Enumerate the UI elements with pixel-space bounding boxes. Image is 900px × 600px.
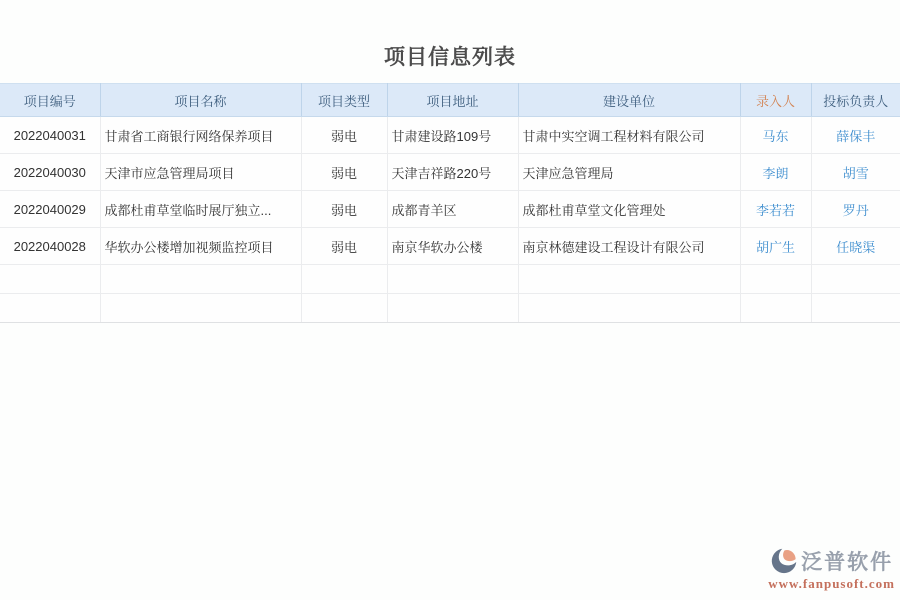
cell-type: 弱电 xyxy=(301,154,387,191)
cell-address: 天津吉祥路220号 xyxy=(387,154,518,191)
table-row xyxy=(0,154,900,191)
recorder-link[interactable]: 胡广生 xyxy=(755,239,795,255)
header-cell-name: 项目名称 xyxy=(100,84,301,117)
bidder-link[interactable]: 薛保丰 xyxy=(836,128,876,144)
page-title: 项目信息列表 xyxy=(384,46,516,69)
table-row xyxy=(0,117,900,154)
cell-recorder xyxy=(740,117,811,154)
cell-name: 甘肃省工商银行网络保养项目 xyxy=(100,117,301,154)
header-cell-bidder: 投标负责人 xyxy=(811,84,900,117)
header-cell-type: 项目类型 xyxy=(301,84,387,117)
watermark[interactable] xyxy=(768,546,895,592)
cell-address: 甘肃建设路109号 xyxy=(387,117,518,154)
header-cell-code: 项目编号 xyxy=(0,84,100,117)
brand-name: 泛普软件 xyxy=(801,551,894,574)
recorder-link[interactable]: 马东 xyxy=(762,128,789,144)
cell-code: 2022040030 xyxy=(0,154,100,191)
cell-name: 成都杜甫草堂临时展厅独立... xyxy=(100,191,301,228)
projects-table xyxy=(0,83,900,323)
cell-builder: 南京林德建设工程设计有限公司 xyxy=(518,228,740,265)
cell-name: 天津市应急管理局项目 xyxy=(100,154,301,191)
cell-bidder xyxy=(811,154,900,191)
cell-bidder xyxy=(811,228,900,265)
bidder-link[interactable]: 任晓渠 xyxy=(836,239,876,255)
cell-name: 华软办公楼增加视频监控项目 xyxy=(100,228,301,265)
empty-row xyxy=(0,294,900,323)
table-row xyxy=(0,191,900,228)
cell-type: 弱电 xyxy=(301,117,387,154)
cell-address: 南京华软办公楼 xyxy=(387,228,518,265)
cell-builder: 天津应急管理局 xyxy=(518,154,740,191)
table-header-row xyxy=(0,84,900,117)
fanpu-logo-icon xyxy=(770,547,798,575)
cell-builder: 甘肃中实空调工程材料有限公司 xyxy=(518,117,740,154)
cell-recorder xyxy=(740,228,811,265)
cell-address: 成都青羊区 xyxy=(387,191,518,228)
cell-type: 弱电 xyxy=(301,191,387,228)
recorder-link[interactable]: 李朗 xyxy=(762,165,789,181)
cell-builder: 成都杜甫草堂文化管理处 xyxy=(518,191,740,228)
bidder-link[interactable]: 罗丹 xyxy=(842,202,869,218)
empty-row xyxy=(0,265,900,294)
recorder-link[interactable]: 李若若 xyxy=(755,202,795,218)
header-cell-recorder: 录入人 xyxy=(740,84,811,117)
cell-recorder xyxy=(740,154,811,191)
cell-recorder xyxy=(740,191,811,228)
header-cell-builder: 建设单位 xyxy=(518,84,740,117)
bidder-link[interactable]: 胡雪 xyxy=(842,165,869,181)
brand-url[interactable]: www.fanpusoft.com xyxy=(768,576,895,591)
cell-type: 弱电 xyxy=(301,228,387,265)
brand-row xyxy=(770,546,893,576)
cell-code: 2022040028 xyxy=(0,228,100,265)
header-cell-address: 项目地址 xyxy=(387,84,518,117)
cell-code: 2022040031 xyxy=(0,117,100,154)
table-row xyxy=(0,228,900,265)
cell-bidder xyxy=(811,117,900,154)
cell-bidder xyxy=(811,191,900,228)
cell-code: 2022040029 xyxy=(0,191,100,228)
